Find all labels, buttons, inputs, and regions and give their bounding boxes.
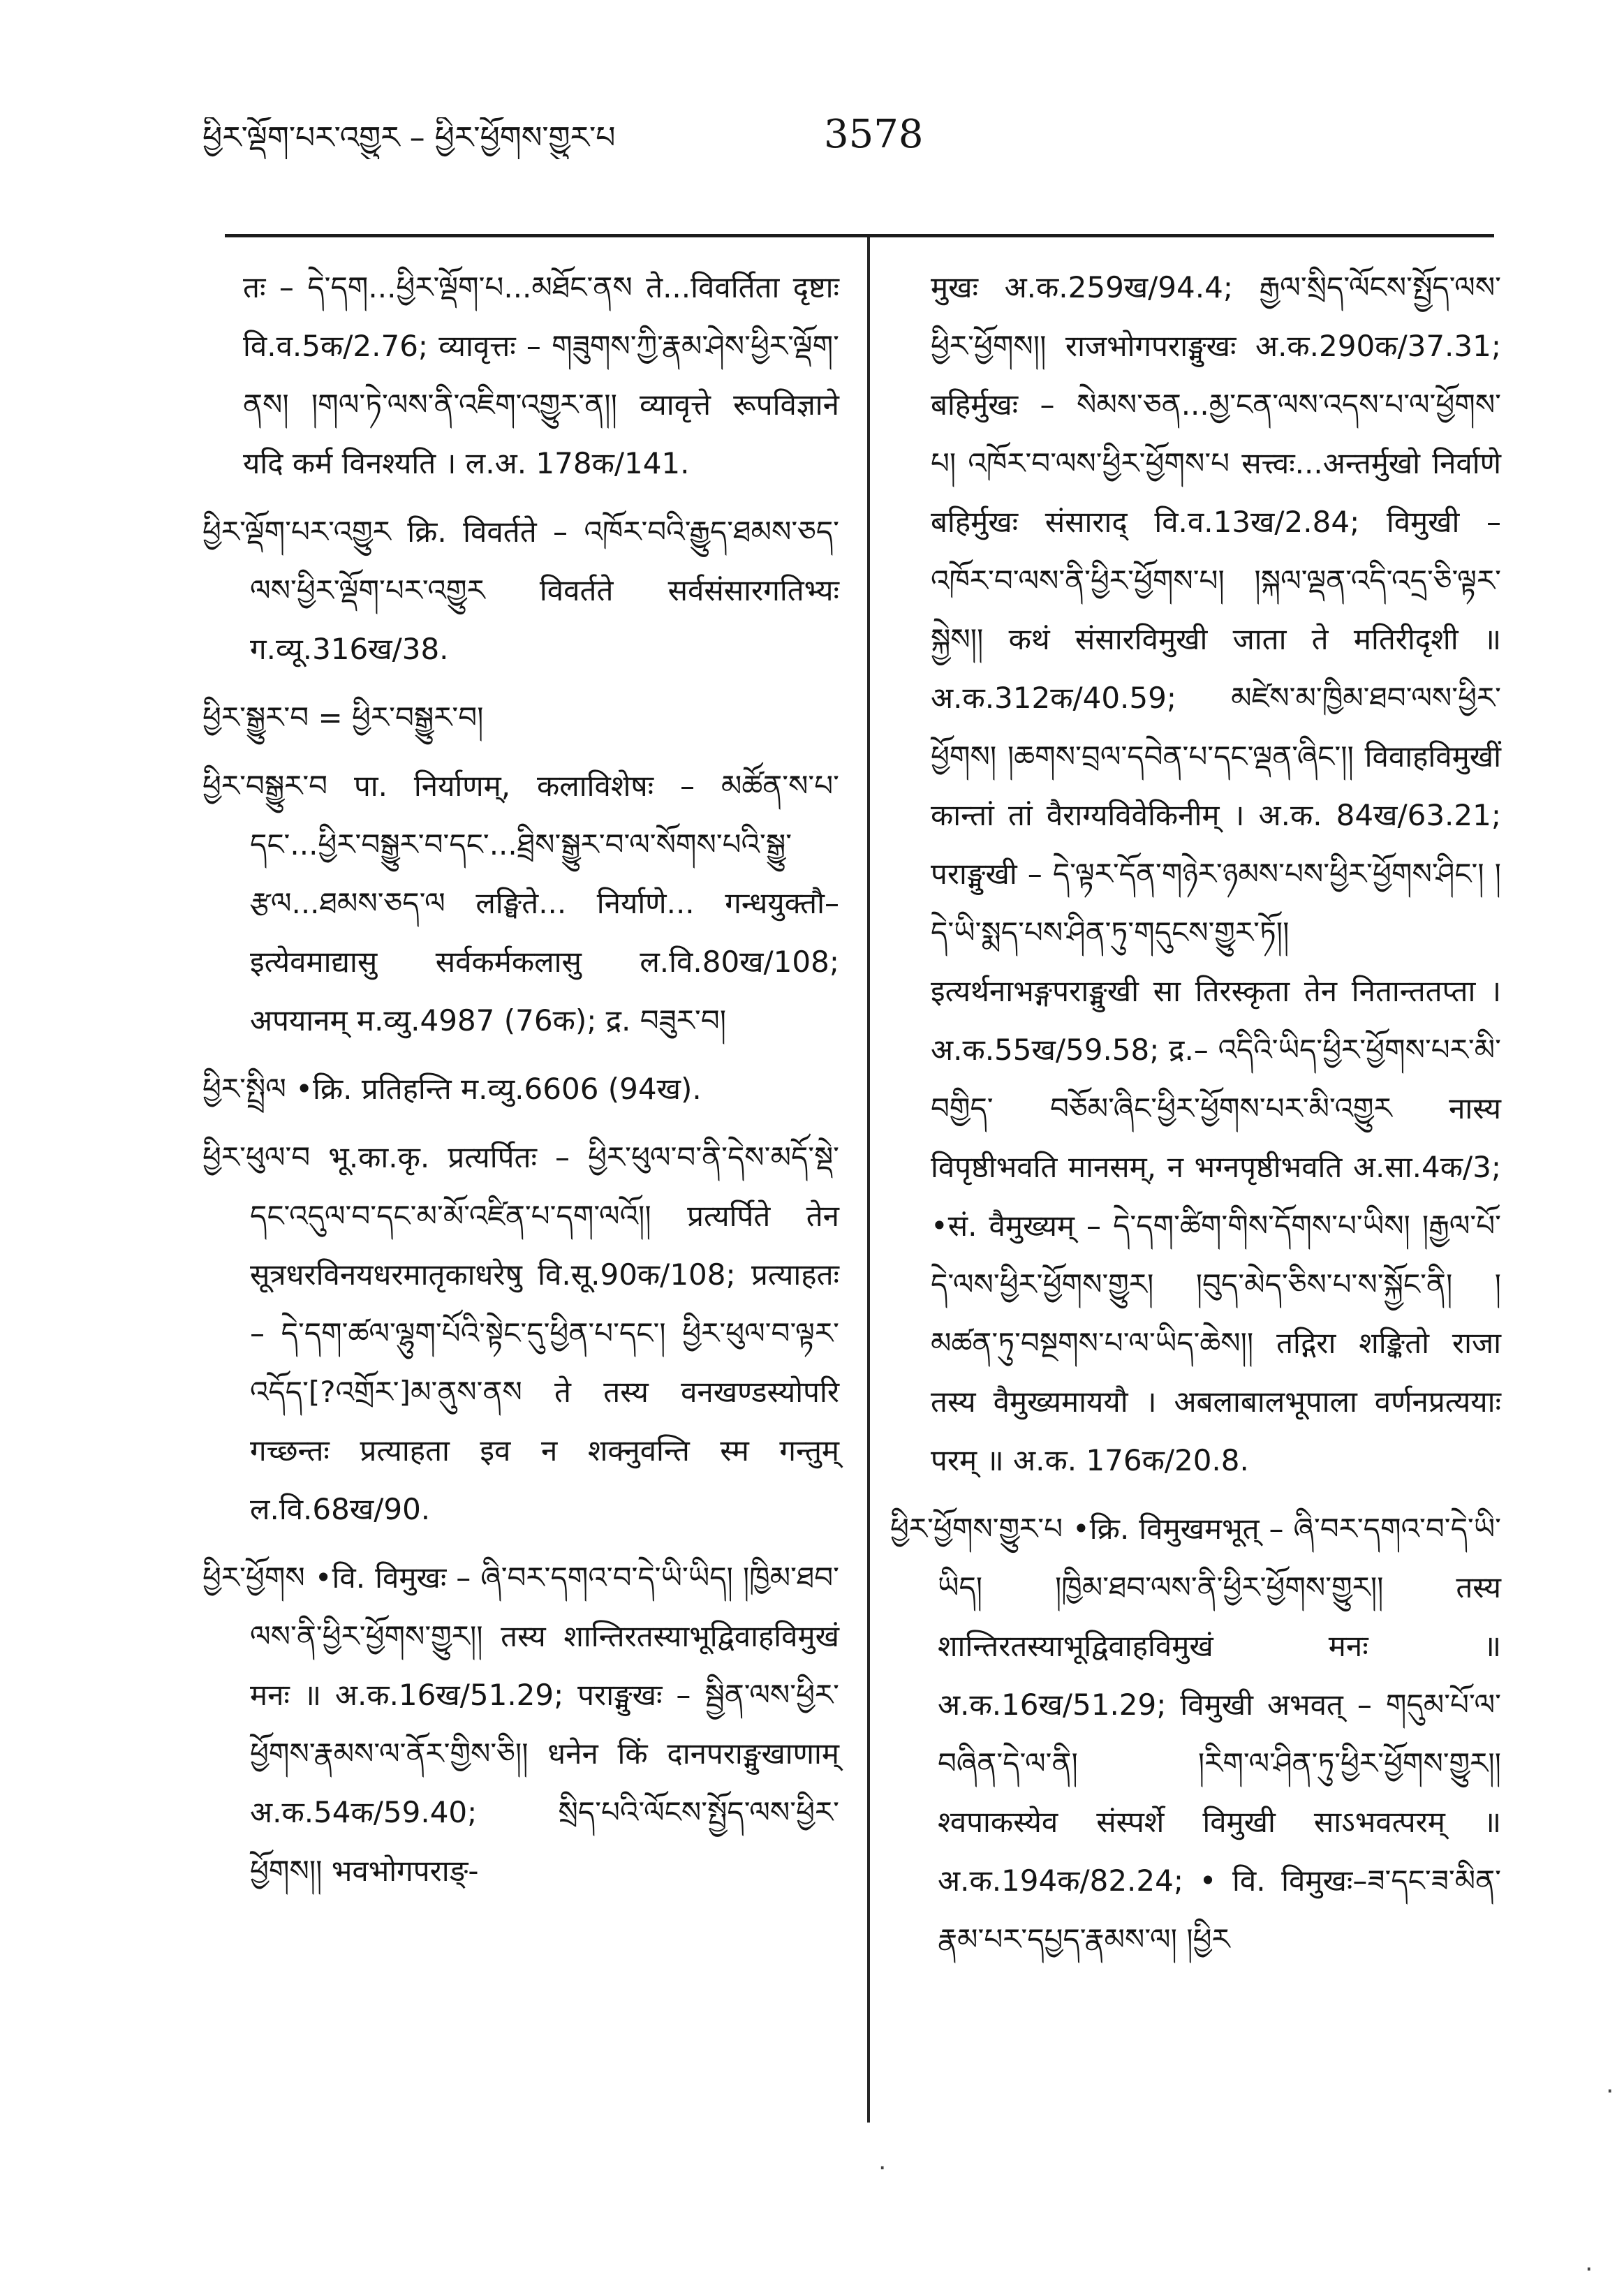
scan-speck: · bbox=[878, 2154, 887, 2183]
dictionary-entry: ཕྱིར་བསྒྱུར་བ पा. निर्याणम्, कलाविशेषः – མཚོན་ས་པ་དང་...ཕྱིར་བསྒྱུར་བ་དང་...ཐྲིས་སྒྱུར་བ་ལ་སོགས་པའི་སྒྱུ་རྩལ...ཐམས་ཅད་ལ लङ्घिते... निर्याणे... गन्धयुक्तौ– इत्येवमाद्यासु सर्वकर्मकलासु ल.वि.80ख/108; अपयानम् म.व्यु.4987 (76क); द्र. བཟུར་བ། bbox=[202, 769, 839, 1038]
dictionary-entry: तः – དེ་དག...ཕྱིར་ལྡོག་པ...མཐོང་ནས ते...विवर्तिता दृष्टाः वि.व.5क/2.76; व्यावृत्तः – གཟུགས་ཀྱི་རྣམ་ཤེས་ཕྱིར་ལྡོག་ནས། །གལ་ཏེ་ལས་ནི་འཇིག་འགྱུར་ན།། व्यावृत्ते रूपविज्ञाने यदि कर्म विनश्यति । ल.अ. 178क/141. bbox=[243, 270, 839, 480]
column-divider bbox=[867, 237, 870, 2123]
dictionary-entry: ཕྱིར་ལྡོག་པར་འགྱུར क्रि. विवर्तते – འཁོར་བའི་རྒྱུད་ཐམས་ཅད་ལས་ཕྱིར་ལྡོག་པར་འགྱུར विवर्तते सर्वसंसारगतिभ्यः ग.व्यू.316ख/38. bbox=[202, 515, 839, 666]
right-column bbox=[890, 258, 1501, 1979]
dictionary-entry: ཕྱིར་ཕུལ་བ भू.का.कृ. प्रत्यर्पितः – ཕྱིར་ཕུལ་བ་ནི་དེས་མདོ་སྡེ་དང་འདུལ་བ་དང་མ་མོ་འཛིན་པ་དག་ལའོ།། प्रत्यर्पिते तेन सूत्रधरविनयधरमातृकाधरेषु वि.सू.90क/108; प्रत्याहतः – དེ་དག་ཚལ་ལྷུག་པོའི་སྟེང་དུ་ཕྱིན་པ་དང་། ཕྱིར་ཕུལ་བ་ལྟར་འདོད་[?འགྲོར་]མ་ནུས་ནས ते तस्य वनखण्डस्योपरि गच्छन्तः प्रत्याहता इव न शक्नुवन्ति स्म गन्तुम् ल.वि.68ख/90. bbox=[202, 1140, 839, 1526]
page-number: 3578 bbox=[824, 112, 924, 157]
scan-speck: · bbox=[1606, 2077, 1614, 2106]
dictionary-entry: ཕྱིར་སྤྲིལ •क्रि. प्रतिहन्ति म.व्यु.6606 (94ख). bbox=[202, 1072, 702, 1106]
scan-speck: · bbox=[1585, 2255, 1593, 2284]
dictionary-entry: ཕྱིར་ཕྱོགས •वि. विमुखः – ཞི་བར་དགའ་བ་དེ་ཡི་ཡིད། །ཁྱིམ་ཐབ་ལས་ནི་ཕྱིར་ཕྱོགས་གྱུར།། तस्य शान्तिरतस्याभूद्विवाहविमुखं मनः ॥ अ.क.16ख/51.29; पराङ्मुखः – སྦྱིན་ལས་ཕྱིར་ཕྱོགས་རྣམས་ལ་ནོར་གྱིས་ཅི།། धनेन किं दानपराङ्मुखाणाम् अ.क.54क/59.40; སྲིད་པའི་ལོངས་སྤྱོད་ལས་ཕྱིར་ཕྱོགས།། भवभोगपराङ्- bbox=[202, 1560, 839, 1888]
left-column bbox=[202, 258, 839, 1910]
dictionary-entry: मुखः अ.क.259ख/94.4; རྒྱལ་སྲིད་ལོངས་སྤྱོད་ལས་ཕྱིར་ཕྱོགས།། राजभोगपराङ्मुखः अ.क.290क/37.31; बहिर्मुखः – སེམས་ཅན...མྱ་ངན་ལས་འདས་པ་ལ་ཕྱོགས་པ། འཁོར་བ་ལས་ཕྱིར་ཕྱོགས་པ सत्त्वः...अन्तर्मुखो निर्वाणे बहिर्मुखः संसाराद् वि.व.13ख/2.84; विमुखी – འཁོར་བ་ལས་ནི་ཕྱིར་ཕྱོགས་པ། །སྐལ་ལྡན་འདི་འདྲ་ཅི་ལྟར་སྐྱེས།། कथं संसारविमुखी जाता ते मतिरीदृशी ॥ अ.क.312क/40.59; མཛེས་མ་ཁྱིམ་ཐབ་ལས་ཕྱིར་ཕྱོགས། །ཆགས་བྲལ་དབེན་པ་དང་ལྡན་ཞིང་།། विवाहविमुखीं कान्तां तां वैराग्यविवेकिनीम् । अ.क. 84ख/63.21; पराङ्मुखी – དེ་ལྟར་དོན་གཉེར་ཉམས་པས་ཕྱིར་ཕྱོགས་ཤིང་། །དེ་ཡི་སྨད་པས་ཤིན་ཏུ་གདུངས་གྱུར་ཏོ།། इत्यर्थनाभङ्गपराङ्मुखी सा तिरस्कृता तेन नितान्ततप्ता । अ.क.55ख/59.58; द्र.– འདིའི་ཡིད་ཕྱིར་ཕྱོགས་པར་མི་བགྱིད་ བཅོམ་ཞིང་ཕྱིར་ཕྱོགས་པར་མི་འགྱུར नास्य विपृष्ठीभवति मानसम्, न भग्नपृष्ठीभवति अ.सा.4क/3; •सं. वैमुख्यम् – དེ་དག་ཚིག་གིས་དོགས་པ་ཡིས། །རྒྱལ་པོ་དེ་ལས་ཕྱིར་ཕྱོགས་གྱུར། །བུད་མེད་ཅིས་པ་ས་སྐྱོང་ནི། །མཚན་ཏུ་བསྔགས་པ་ལ་ཡིད་ཆེས།། तद्गिरा शङ्कितो राजा तस्य वैमुख्यमाययौ । अबलाबालभूपाला वर्णनप्रत्ययाः परम् ॥ अ.क. 176क/20.8. bbox=[931, 270, 1501, 1477]
dictionary-entry: ཕྱིར་སྒྱུར་བ = ཕྱིར་བསྒྱུར་བ། bbox=[202, 700, 484, 735]
header-rule bbox=[225, 234, 1494, 237]
running-head: ཕྱིར་ལྡོག་པར་འགྱུར – ཕྱིར་ཕྱོགས་གྱུར་པ bbox=[202, 120, 616, 156]
dictionary-entry: ཕྱིར་ཕྱོགས་གྱུར་པ •क्रि. विमुखमभूत् – ཞི་བར་དགའ་བ་དེ་ཡི་ཡིད། །ཁྱིམ་ཐབ་ལས་ནི་ཕྱིར་ཕྱོགས་གྱུར།། तस्य शान्तिरतस्याभूद्विवाहविमुखं मनः ॥ अ.क.16ख/51.29; विमुखी अभवत् – གདུམ་པོ་ལ་བཞིན་དེ་ལ་ནི། །རིག་ལ་ཤིན་ཏུ་ཕྱིར་ཕྱོགས་གྱུར།། श्वपाकस्येव संस्पर्शे विमुखी साऽभवत्परम् ॥ अ.क.194क/82.24; • वि. विमुखः–ཟ་དང་ཟ་མིན་རྣམ་པར་དཔྱད་རྣམས་ལ། །ཕྱིར bbox=[890, 1512, 1501, 1956]
